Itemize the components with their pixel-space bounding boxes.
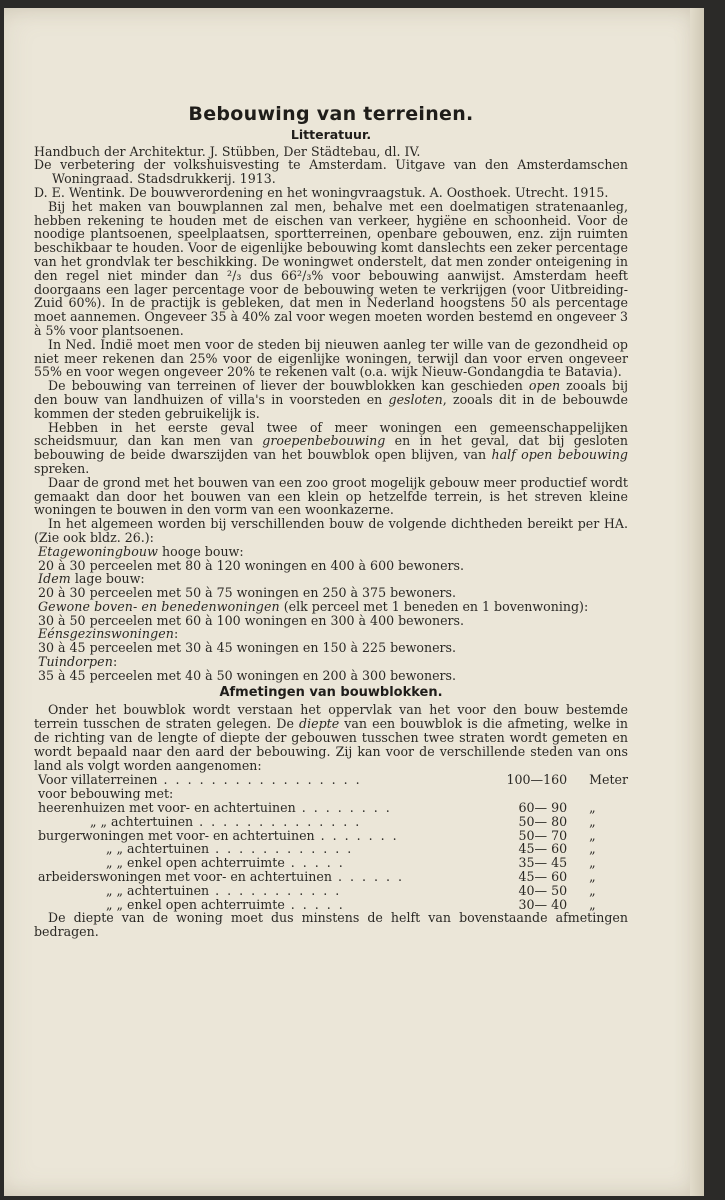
table-row — [34, 829, 628, 843]
page-title: Bebouwing van terreinen. — [188, 103, 474, 125]
density-suffix: hooge bouw: — [158, 543, 244, 559]
density-line: 30 à 50 perceelen met 60 à 100 woningen en 300 à 400 bewoners. — [38, 612, 465, 628]
table-row — [34, 801, 628, 815]
density-type — [34, 655, 628, 669]
density-suffix: : — [112, 654, 118, 670]
table-cell-label — [34, 773, 498, 787]
paragraph: In het algemeen worden bij verschillenden bouw de volgende dichtheden bereikt per HA. (Zie ook bldz. 26.): — [34, 516, 628, 545]
density-label: Gewone boven- en benedenwoningen — [38, 598, 280, 614]
table-cell-label — [34, 884, 498, 898]
density-type — [34, 600, 628, 614]
leader-dots: . . . . . . . . . . . . . . . . . — [157, 772, 362, 788]
density-label: Tuindorpen — [38, 654, 113, 670]
table-cell-label — [34, 898, 498, 912]
page-edge — [690, 8, 704, 1196]
literature-heading: Litteratuur. — [290, 126, 372, 142]
paragraph: Daar de grond met het bouwen van een zoo groot mogelijk gebouw meer productief wordt gemaakt dan door het bouwen van een klein op hetzelfde terrein, is het streven kleine woningen te bouwen in den vorm van een woonkazerne. — [34, 474, 628, 518]
table-row — [34, 842, 628, 856]
table-cell-label — [34, 815, 498, 829]
table-cell-unit: „ — [589, 841, 596, 857]
table-cell-unit — [575, 787, 628, 801]
density-line: 20 à 30 perceelen met 80 à 120 woningen en 400 à 600 bewoners. — [38, 557, 465, 573]
table-cell-value: 40— 50 — [518, 882, 568, 898]
row-label: Voor villaterreinen — [38, 772, 158, 788]
table-row — [34, 884, 628, 898]
leader-dots: . . . . . — [284, 855, 345, 871]
table-row — [34, 815, 628, 829]
table-cell-unit: Meter — [589, 772, 628, 788]
table-cell-unit: „ — [589, 800, 596, 816]
table-cell-unit: „ — [589, 855, 596, 871]
text: De bebouwing van terreinen of liever der bouwblokken kan geschieden — [48, 378, 529, 394]
section-heading: Afmetingen van bouwblokken. — [219, 684, 443, 700]
table-row — [34, 898, 628, 912]
text: zooals bij den bouw van landhuizen of villa's in voorsteden en — [34, 378, 628, 407]
table-row — [34, 787, 628, 801]
row-label: arbeiderswoningen met voor- en achtertuinen — [38, 869, 332, 885]
table-cell-unit: „ — [589, 813, 596, 829]
density-line: 35 à 45 perceelen met 40 à 50 woningen en 200 à 300 bewoners. — [38, 667, 457, 683]
table-cell-value: 45— 60 — [518, 841, 568, 857]
leader-dots: . . . . . . . . . . . . — [209, 841, 354, 857]
row-label: voor bebouwing met: — [38, 786, 174, 802]
table-cell-value — [498, 787, 575, 801]
page-content — [34, 103, 629, 940]
emphasis: gesloten — [388, 391, 443, 407]
document-page — [4, 8, 704, 1196]
leader-dots: . . . . . . . . — [295, 800, 392, 816]
density-suffix: : — [174, 626, 179, 642]
text: van een bouwblok is die afmeting, welke in de richting van de lengte of diepte der gebouwen tusschen twee straten wordt gemeten en wordt bepaald naar den aard der bebouwing. Zij kan voor de verschillende steden van ons land als volgt worden aangenomen: — [34, 716, 628, 773]
density-line: 20 à 30 perceelen met 50 à 75 woningen en 250 à 375 bewoners. — [38, 585, 457, 601]
emphasis: half open bebouwing — [491, 447, 628, 463]
row-label: „ „ enkel open achterruimte — [106, 896, 285, 912]
paragraph: In Ned. Indië moet men voor de steden bij nieuwen aanleg ter wille van de gezondheid op niet meer rekenen dan 25% voor de eigenlijke woningen, terwijl dan voor erven ongeveer 55% en voor wegen ongeveer 20% te rekenen valt (o.a. wijk Nieuw-Gondangdia te Batavia). — [34, 336, 628, 380]
emphasis: open — [528, 378, 561, 394]
density-line: 30 à 45 perceelen met 30 à 45 woningen en 150 à 225 bewoners. — [38, 640, 457, 656]
paragraph: De diepte van de woning moet dus minstens de helft van bovenstaande afmetingen bedragen. — [34, 910, 628, 940]
paragraph: Bij het maken van bouwplannen zal men, behalve met een doelmatigen stratenaanleg, hebben rekening te houden met de eischen van verkeer, hygiëne en schoonheid. Voor de noodige plantsoenen, speelplaatsen, sportterreinen, openbare gebouwen, enz. zijn ruimten beschikbaar te houden. Voor de eigenlijke bebouwing komt danslechts een zeker percentage van het grondvlak ter beschikking. De woningwet onderstelt, dat men zonder onteigening in den regel niet minder dan ²/₃ dus 66²/₃% voor bebouwing aanwijst. Amsterdam heeft doorgaans een lager percentage voor de bebouwing weten te verkrijgen (voor Uitbreiding-Zuid 60%). In de practijk is gebleken, dat men in Nederland hoogstens 50 als percentage moet aannemen. Ongeveer 35 à 40% zal voor wegen moeten worden bestemd en ongeveer 3 à 5% voor plantsoenen. — [34, 198, 628, 338]
table-cell-value: 60— 90 — [518, 800, 568, 816]
table-row — [34, 870, 628, 884]
table-row — [34, 856, 628, 870]
table-cell-unit: „ — [589, 869, 596, 885]
density-label: Eénsgezinswoningen — [38, 626, 175, 642]
table-cell-unit: „ — [589, 827, 596, 843]
paragraph — [34, 379, 628, 420]
density-type — [34, 572, 628, 586]
row-label: „ „ achtertuinen — [106, 841, 210, 857]
leader-dots: . . . . . . — [331, 869, 405, 885]
leader-dots: . . . . . . . . . . . . . . — [193, 813, 362, 829]
density-type — [34, 545, 628, 559]
density-list — [34, 545, 628, 683]
table-cell-value: 50— 70 — [518, 827, 568, 843]
density-label: Etagewoningbouw — [38, 543, 158, 559]
density-label: Idem — [38, 571, 71, 587]
table-cell-unit: „ — [589, 896, 596, 912]
table-cell-label — [34, 801, 498, 815]
table-cell-value: 50— 80 — [518, 813, 568, 829]
reference-item: De verbetering der volkshuisvesting te Amsterdam. Uitgave van den Amsterdamschen Woningraad. Stadsdrukkerij. 1913. — [34, 157, 628, 187]
emphasis: groepenbebouwing — [262, 433, 386, 449]
reference-item: D. E. Wentink. De bouwverordening en het woningvraagstuk. A. Oosthoek. Utrecht. 1915. — [34, 184, 609, 200]
text: spreken. — [34, 460, 90, 476]
text: , zooals dit in de bebouwde kommen der steden gebruikelijk is. — [34, 391, 629, 421]
paragraph — [34, 703, 628, 772]
row-label: „ „ achtertuinen — [106, 882, 210, 898]
table-cell-label — [34, 829, 498, 843]
reference-item: Handbuch der Architektur. J. Stübben, Der Städtebau, dl. IV. — [34, 143, 421, 159]
text: en in het geval, dat bij gesloten bebouwing de beide dwarszijden van het bouwblok open blijven, van — [34, 433, 628, 463]
row-label: „ „ enkel open achterruimte — [106, 855, 285, 871]
text: Hebben in het eerste geval twee of meer woningen een gemeenschappelijken scheidsmuur, dan kan men van — [34, 419, 628, 449]
table-cell-label — [34, 842, 498, 856]
row-label: burgerwoningen met voor- en achtertuinen — [38, 827, 315, 843]
leader-dots: . . . . . . . . . . . — [209, 882, 342, 898]
table-cell-value: 100—160 — [506, 772, 568, 788]
row-label: heerenhuizen met voor- en achtertuinen — [38, 800, 296, 816]
leader-dots: . . . . . — [284, 896, 345, 912]
density-suffix: (elk perceel met 1 beneden en 1 bovenwoning): — [279, 598, 589, 614]
table-cell-unit: „ — [589, 882, 596, 898]
table-row — [34, 773, 628, 787]
table-cell-label — [34, 856, 498, 870]
density-suffix: lage bouw: — [70, 571, 145, 587]
leader-dots: . . . . . . . — [314, 827, 399, 843]
density-type — [34, 627, 628, 641]
dimensions-table — [34, 773, 628, 911]
table-cell-label — [34, 870, 498, 884]
emphasis: diepte — [299, 716, 340, 732]
text: Onder het bouwblok wordt verstaan het oppervlak van het voor den bouw bestemde terrein tusschen de straten gelegen. De — [34, 702, 628, 732]
table-cell-value: 35— 45 — [518, 855, 568, 871]
table-cell-value: 30— 40 — [518, 896, 568, 912]
table-cell-value: 45— 60 — [518, 869, 568, 885]
paragraph — [34, 421, 628, 476]
row-label: „ „ achtertuinen — [90, 813, 194, 829]
table-cell-label — [34, 787, 498, 801]
